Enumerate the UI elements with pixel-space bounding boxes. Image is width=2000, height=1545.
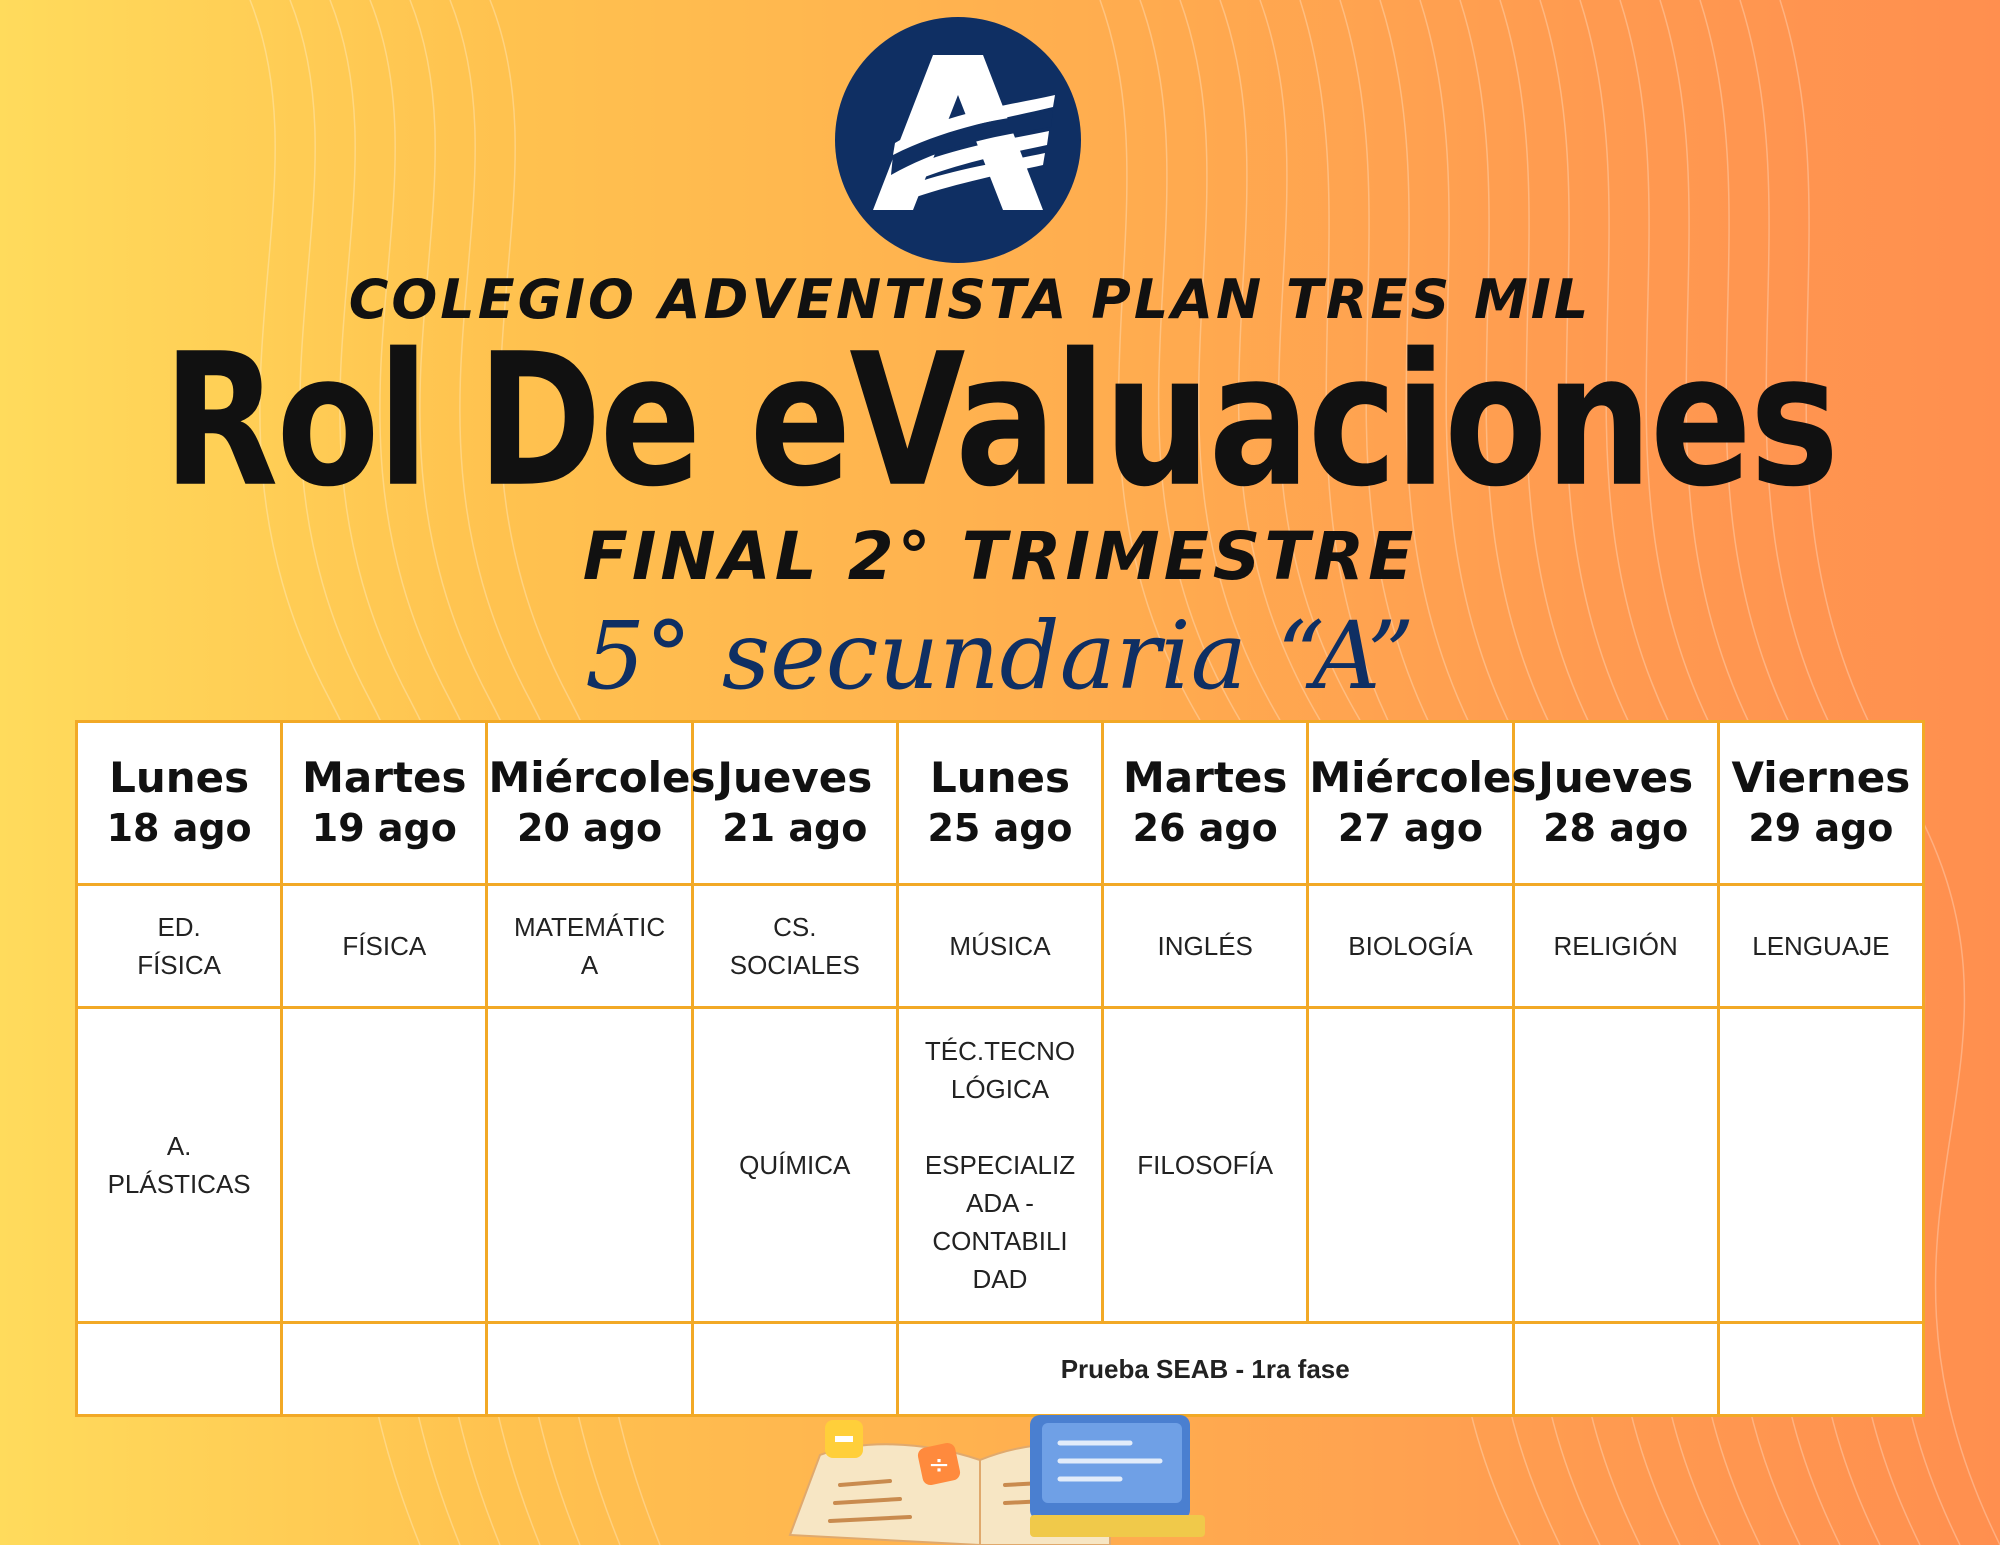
- page-title: Rol De eValuaciones: [162, 315, 1838, 528]
- subject-cell: ED. FÍSICA: [77, 885, 282, 1008]
- school-name: COLEGIO ADVENTISTA PLAN TRES MIL: [348, 268, 1592, 331]
- day-name: Jueves: [717, 753, 873, 802]
- day-date: 25 ago: [927, 806, 1073, 850]
- day-date: 20 ago: [517, 806, 663, 850]
- subject-cell: BIOLOGÍA: [1308, 885, 1513, 1008]
- subject-cell: FILOSOFÍA: [1103, 1008, 1308, 1323]
- subject-cell: INGLÉS: [1103, 885, 1308, 1008]
- schedule-row-2: [77, 1008, 1924, 1323]
- svg-text:÷: ÷: [928, 1450, 950, 1480]
- subject-cell: MÚSICA: [897, 885, 1102, 1008]
- schedule-row-3: [77, 1323, 1924, 1416]
- day-header: [1513, 722, 1718, 885]
- day-header: [282, 722, 487, 885]
- day-name: Martes: [302, 753, 467, 802]
- day-header: [897, 722, 1102, 885]
- subject-cell: [1718, 1008, 1923, 1323]
- day-name: Lunes: [929, 753, 1071, 802]
- empty-cell: [1718, 1323, 1923, 1416]
- day-date: 21 ago: [722, 806, 868, 850]
- empty-cell: [77, 1323, 282, 1416]
- day-header: [1718, 722, 1923, 885]
- empty-cell: [487, 1323, 692, 1416]
- schedule-header-row: [77, 722, 1924, 885]
- day-date: 27 ago: [1337, 806, 1483, 850]
- schedule-row-1: [77, 885, 1924, 1008]
- day-date: 19 ago: [311, 806, 457, 850]
- school-logo: [833, 15, 1083, 265]
- day-date: 28 ago: [1543, 806, 1689, 850]
- grade-label: 5° secundaria “A”: [585, 602, 1415, 711]
- day-header: [692, 722, 897, 885]
- seab-test-cell: Prueba SEAB - 1ra fase: [897, 1323, 1513, 1416]
- subject-cell: LENGUAJE: [1718, 885, 1923, 1008]
- day-name: Jueves: [1538, 753, 1694, 802]
- day-header: [77, 722, 282, 885]
- subject-cell: [1513, 1008, 1718, 1323]
- subject-cell: [1308, 1008, 1513, 1323]
- subject-cell: A. PLÁSTICAS: [77, 1008, 282, 1323]
- day-name: Viernes: [1731, 753, 1911, 802]
- day-header: [1103, 722, 1308, 885]
- subject-cell: [282, 1008, 487, 1323]
- day-header: [487, 722, 716, 885]
- day-date: 29 ago: [1748, 806, 1894, 850]
- subject-cell: FÍSICA: [282, 885, 487, 1008]
- subject-cell: CS. SOCIALES: [692, 885, 897, 1008]
- subject-cell: TÉC.TECNO LÓGICA ESPECIALIZ ADA - CONTABILI DAD: [897, 1008, 1102, 1323]
- day-name: Miércoles: [488, 753, 716, 802]
- day-name: Martes: [1122, 753, 1288, 802]
- empty-cell: [1513, 1323, 1718, 1416]
- subject-cell: RELIGIÓN: [1513, 885, 1718, 1008]
- evaluation-schedule-table: [75, 720, 1925, 1417]
- empty-cell: [692, 1323, 897, 1416]
- day-name: Lunes: [109, 753, 250, 802]
- day-name: Miércoles: [1309, 753, 1537, 802]
- page-subtitle: FINAL 2° TRIMESTRE: [582, 518, 1418, 595]
- subject-cell: QUÍMICA: [692, 1008, 897, 1323]
- day-header: [1308, 722, 1537, 885]
- subject-cell: [487, 1008, 692, 1323]
- subject-cell: MATEMÁTIC A: [487, 885, 692, 1008]
- day-date: 18 ago: [106, 806, 252, 850]
- day-date: 26 ago: [1132, 806, 1278, 850]
- open-books-illustration: [780, 1415, 1240, 1545]
- empty-cell: [282, 1323, 487, 1416]
